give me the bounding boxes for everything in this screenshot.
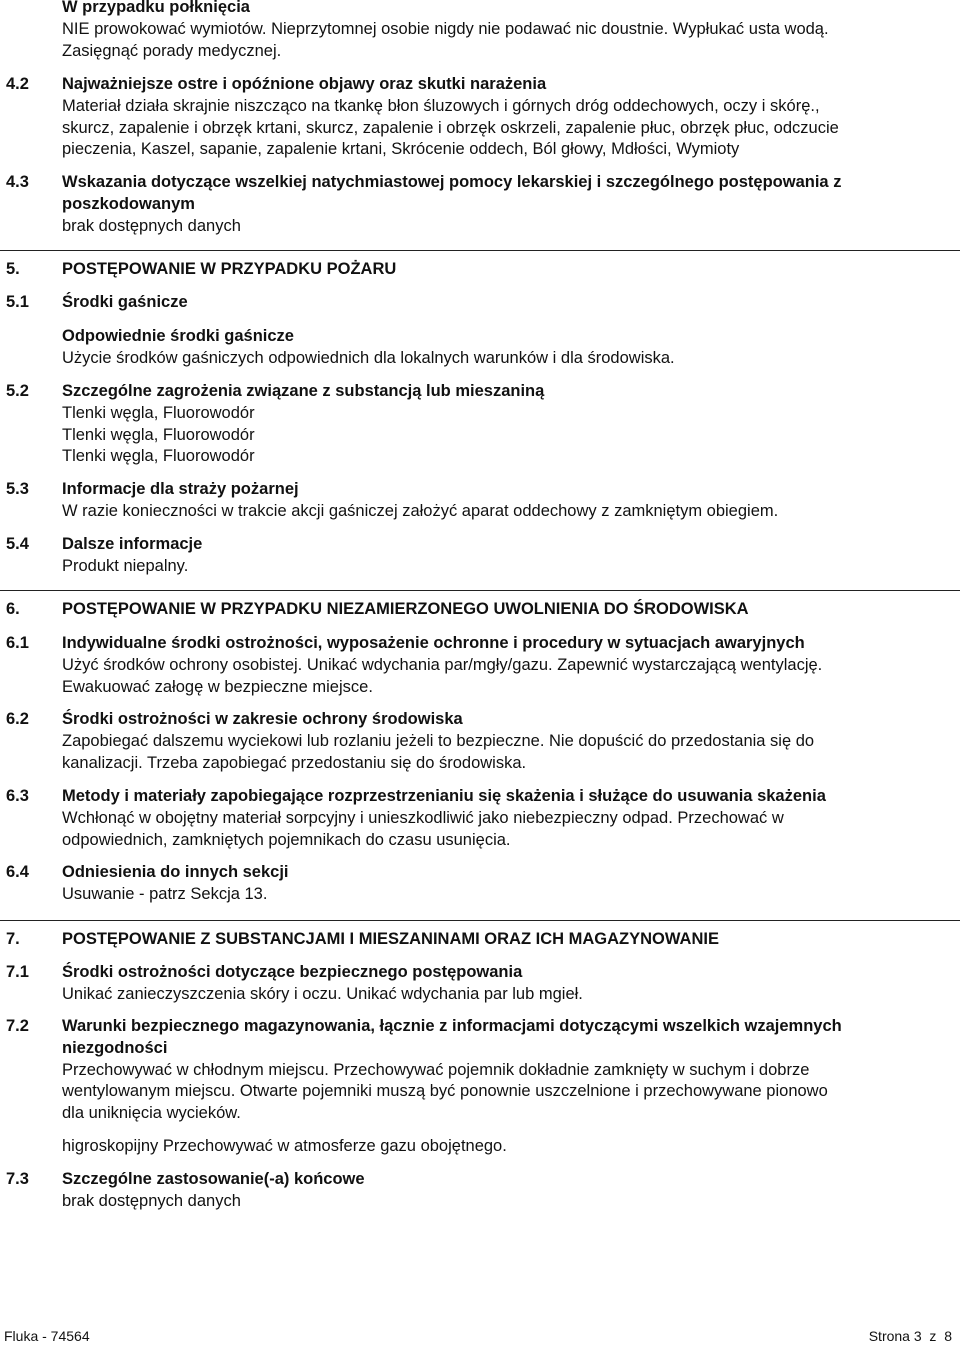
section-5-1 — [0, 292, 955, 314]
section-title: Środki ostrożności w zakresie ochrony środowiska — [62, 710, 463, 728]
section-title: Odniesienia do innych sekcji — [62, 863, 289, 881]
text-line: Tlenki węgla, Fluorowodór — [62, 403, 255, 422]
section-number: 7.3 — [6, 1170, 29, 1188]
section-5-2 — [0, 381, 955, 468]
text-line: Produkt niepalny. — [62, 556, 189, 575]
text-line: brak dostępnych danych — [62, 216, 241, 235]
section-number: 6.4 — [6, 863, 29, 881]
section-number: 6.1 — [6, 634, 29, 652]
section-number: 7.1 — [6, 963, 29, 981]
text-line: Materiał działa skrajnie niszcząco na tkankę błon śluzowych i górnych dróg oddechowych, oczy i skórę., — [62, 96, 820, 115]
text-line: higroskopijny Przechowywać w atmosferze gazu obojętnego. — [62, 1137, 507, 1155]
section-title: Dalsze informacje — [62, 535, 203, 553]
section-number: 5.4 — [6, 535, 29, 553]
section-7-1 — [0, 962, 955, 1006]
section-number: 7.2 — [6, 1017, 29, 1035]
section-title: niezgodności — [62, 1038, 168, 1057]
section-number: 6. — [6, 600, 20, 618]
section-5-3 — [0, 479, 955, 523]
section-6-2 — [0, 709, 955, 774]
chapter-title: POSTĘPOWANIE W PRZYPADKU NIEZAMIERZONEGO UWOLNIENIA DO ŚRODOWISKA — [62, 600, 749, 618]
section-title: Najważniejsze ostre i opóźnione objawy oraz skutki narażenia — [62, 75, 547, 93]
section-4-3 — [0, 172, 955, 237]
text-line: pieczenia, Kaszel, sapanie, zapalenie krtani, Skrócenie oddech, Ból głowy, Mdłości, Wymioty — [62, 140, 740, 159]
section-5-heading — [0, 259, 955, 281]
section-6-heading — [0, 599, 955, 621]
section-7-2-extra — [0, 1136, 955, 1158]
section-number: 5.3 — [6, 480, 29, 498]
text-line: Zasięgnąć porady medycznej. — [62, 41, 282, 60]
section-number: 5.2 — [6, 382, 29, 400]
section-7-2 — [0, 1016, 955, 1125]
section-4-2 — [0, 74, 955, 161]
footer-page-number: Strona 3 z 8 — [868, 1328, 952, 1344]
text-line: Ewakuować załogę w bezpieczne miejsce. — [62, 677, 373, 696]
text-line: Tlenki węgla, Fluorowodór — [62, 447, 255, 466]
section-number: 6.3 — [6, 787, 29, 805]
text-line: NIE prowokować wymiotów. Nieprzytomnej osobie nigdy nie podawać nic doustnie. Wypłukać usta wodą. — [62, 19, 829, 38]
section-title: Szczególne zagrożenia związane z substancją lub mieszaniną — [62, 382, 545, 400]
section-number: 5.1 — [6, 293, 29, 311]
section-title: Warunki bezpiecznego magazynowania, łącznie z informacjami dotyczącymi wszelkich wzajemnych — [62, 1017, 842, 1035]
section-5-4 — [0, 534, 955, 578]
section-divider — [0, 250, 960, 251]
section-title: Wskazania dotyczące wszelkiej natychmiastowej pomocy lekarskiej i szczególnego postępowania z — [62, 173, 842, 191]
section-title: Metody i materiały zapobiegające rozprzestrzenianiu się skażenia i służące do usuwania skażenia — [62, 787, 826, 805]
section-subtitle: Odpowiednie środki gaśnicze — [62, 327, 294, 345]
section-title: Informacje dla straży pożarnej — [62, 480, 299, 498]
text-line: brak dostępnych danych — [62, 1191, 241, 1210]
section-title: W przypadku połknięcia — [62, 0, 250, 16]
text-line: skurcz, zapalenie i obrzęk krtani, skurcz, zapalenie i obrzęk oskrzeli, zapalenie płuc, obrzęk płuc, odczucie — [62, 118, 839, 137]
text-line: Przechowywać w chłodnym miejscu. Przechowywać pojemnik dokładnie zamknięty w suchym i dobrze — [62, 1060, 810, 1079]
section-number: 6.2 — [6, 710, 29, 728]
text-line: odpowiednich, zamkniętych pojemnikach do czasu usunięcia. — [62, 830, 511, 849]
section-5-1-body — [0, 326, 955, 370]
text-line: dla uniknięcia wycieków. — [62, 1104, 241, 1123]
section-7-3 — [0, 1169, 955, 1213]
text-line: Zapobiegać dalszemu wyciekowi lub rozlaniu jeżeli to bezpieczne. Nie dopuścić do przedostania się do — [62, 731, 815, 750]
chapter-title: POSTĘPOWANIE Z SUBSTANCJAMI I MIESZANINAMI ORAZ ICH MAGAZYNOWANIE — [62, 930, 719, 948]
section-number: 7. — [6, 930, 20, 948]
section-title: poszkodowanym — [62, 194, 195, 213]
section-6-1 — [0, 633, 955, 698]
text-line: Unikać zanieczyszczenia skóry i oczu. Unikać wdychania par lub mgieł. — [62, 984, 583, 1003]
footer-product-id: Fluka - 74564 — [4, 1328, 90, 1344]
text-line: Użyć środków ochrony osobistej. Unikać wdychania par/mgły/gazu. Zapewnić wystarczającą wentylację. — [62, 655, 823, 674]
text-line: Tlenki węgla, Fluorowodór — [62, 425, 255, 444]
text-line: Usuwanie - patrz Sekcja 13. — [62, 884, 268, 903]
section-7-heading — [0, 929, 955, 951]
text-line: kanalizacji. Trzeba zapobiegać przedostaniu się do środowiska. — [62, 753, 527, 772]
section-divider — [0, 590, 960, 591]
section-swallow — [0, 0, 955, 62]
section-title: Szczególne zastosowanie(-a) końcowe — [62, 1170, 365, 1188]
section-title: Indywidualne środki ostrożności, wyposażenie ochronne i procedury w sytuacjach awaryjnych — [62, 634, 805, 652]
text-line: wentylowanym miejscu. Otwarte pojemniki muszą być ponownie uszczelnione i przechowywane pionowo — [62, 1082, 828, 1101]
section-divider — [0, 920, 960, 921]
section-number: 4.3 — [6, 173, 29, 191]
text-line: W razie konieczności w trakcie akcji gaśniczej założyć aparat oddechowy z zamkniętym obiegiem. — [62, 501, 779, 520]
section-number: 5. — [6, 260, 20, 278]
text-line: Użycie środków gaśniczych odpowiednich dla lokalnych warunków i dla środowiska. — [62, 348, 675, 367]
section-title: Środki ostrożności dotyczące bezpiecznego postępowania — [62, 963, 523, 981]
text-line: Wchłonąć w obojętny materiał sorpcyjny i unieszkodliwić jako niebezpieczny odpad. Przechować w — [62, 808, 784, 827]
section-number: 4.2 — [6, 75, 29, 93]
section-title: Środki gaśnicze — [62, 293, 188, 311]
section-6-4 — [0, 862, 955, 906]
section-6-3 — [0, 786, 955, 851]
chapter-title: POSTĘPOWANIE W PRZYPADKU POŻARU — [62, 260, 397, 278]
